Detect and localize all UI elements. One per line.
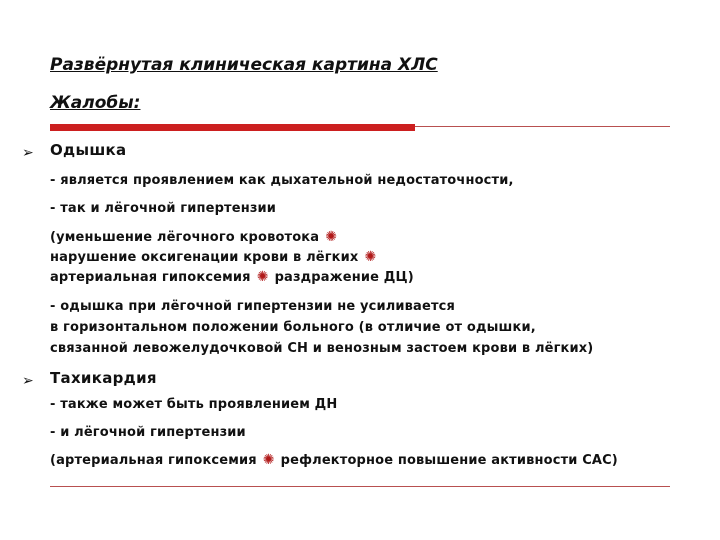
star-arrow-icon: ✺	[325, 229, 338, 245]
dyspnea-line-5a-text: артериальная гипоксемия	[50, 270, 251, 285]
dyspnea-line-1: - является проявлением как дыхательной недостаточности,	[50, 173, 514, 188]
dyspnea-line-6: - одышка при лёгочной гипертензии не усиливается	[50, 299, 455, 314]
divider-accent-bar	[50, 124, 415, 131]
tachycardia-line-2: - и лёгочной гипертензии	[50, 425, 246, 440]
slide-subtitle: Жалобы:	[50, 93, 141, 113]
bullet-arrow-icon: ➢	[22, 145, 34, 161]
star-arrow-icon: ✺	[364, 249, 377, 265]
divider-line-bottom	[50, 486, 670, 487]
section-heading-tachycardia: Тахикардия	[50, 369, 157, 387]
dyspnea-line-4-text: нарушение оксигенации крови в лёгких	[50, 250, 359, 265]
slide-title: Развёрнутая клиническая картина ХЛС	[50, 55, 438, 75]
bullet-arrow-icon: ➢	[22, 373, 34, 389]
dyspnea-line-4	[50, 249, 382, 265]
dyspnea-line-3	[50, 229, 343, 245]
dyspnea-line-2: - так и лёгочной гипертензии	[50, 201, 277, 216]
star-arrow-icon: ✺	[256, 269, 269, 285]
star-arrow-icon: ✺	[262, 452, 275, 468]
dyspnea-line-3-text: (уменьшение лёгочного кровотока	[50, 230, 320, 245]
divider-line-top	[415, 126, 670, 127]
dyspnea-line-5	[50, 269, 414, 285]
tachycardia-line-3a-text: (артериальная гипоксемия	[50, 453, 257, 468]
dyspnea-line-7: в горизонтальном положении больного (в отличие от одышки,	[50, 320, 536, 335]
tachycardia-line-1: - также может быть проявлением ДН	[50, 397, 338, 412]
dyspnea-line-8: связанной левожелудочковой СН и венозным застоем крови в лёгких)	[50, 341, 594, 356]
tachycardia-line-3b-text: рефлекторное повышение активности САС)	[280, 453, 618, 468]
section-heading-dyspnea: Одышка	[50, 141, 127, 159]
tachycardia-line-3	[50, 452, 618, 468]
dyspnea-line-5b-text: раздражение ДЦ)	[274, 270, 414, 285]
